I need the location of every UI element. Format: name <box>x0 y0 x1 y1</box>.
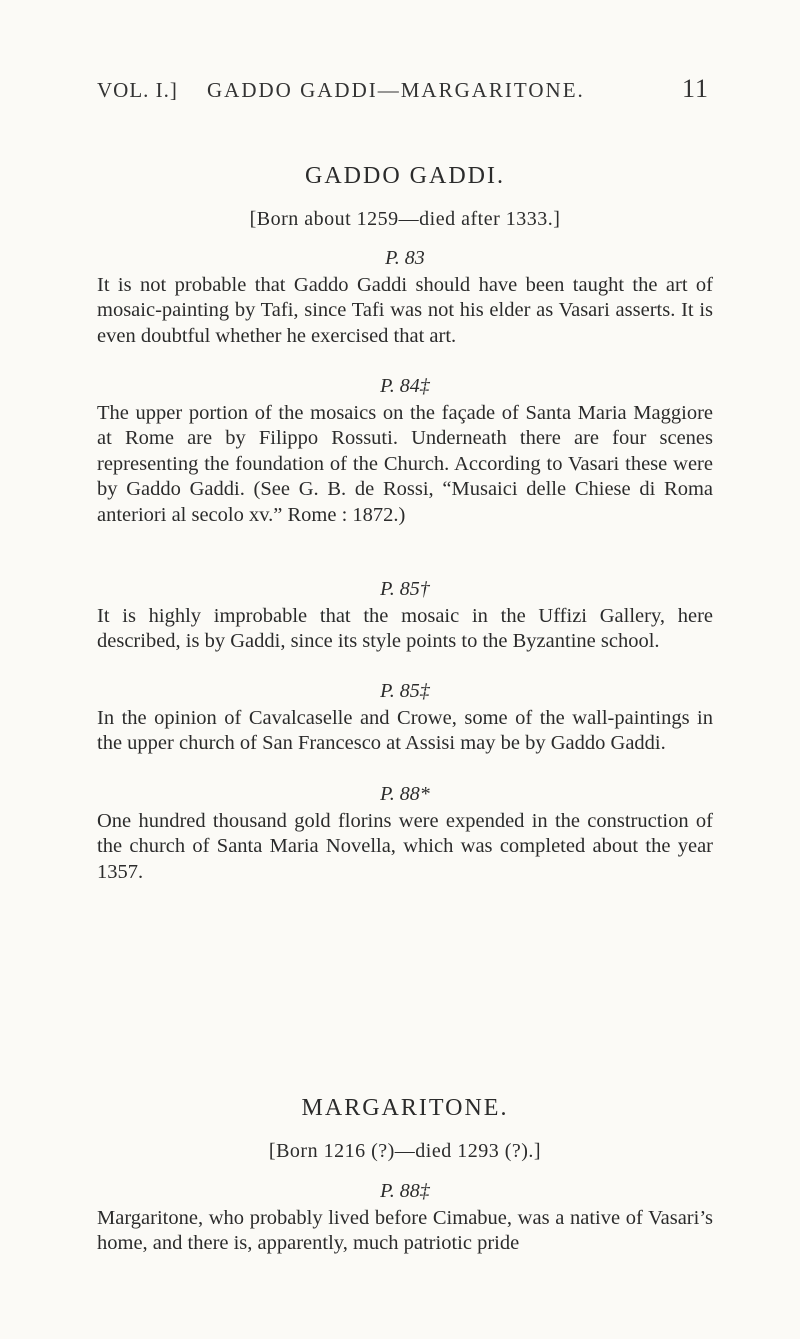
page-reference <box>97 680 713 703</box>
note-paragraph: Margaritone, who probably lived before Cimabue, was a native of Vasari’s home, and there is, apparently, much patriotic pride <box>97 1207 713 1255</box>
running-title: GADDO GADDI—MARGARITONE. <box>207 78 585 102</box>
page-reference <box>97 1180 713 1203</box>
page-reference-label: P. 88* <box>380 783 430 805</box>
note-paragraph: One hundred thousand gold florins were expended in the construction of the church of Santa Maria Novella, which was completed about the year 1357. <box>97 810 713 883</box>
page-reference <box>97 375 713 398</box>
section-title: GADDO GADDI. <box>305 163 505 189</box>
section-title: MARGARITONE. <box>301 1095 509 1121</box>
section-dates: [Born 1216 (?)—died 1293 (?).] <box>268 1140 542 1162</box>
note-paragraph: The upper portion of the mosaics on the façade of Santa Maria Maggiore at Rome are by Filippo Rossuti. Underneath there are four scenes representing the foundation of the Church. According to Vasari these were by Gaddo Gaddi. (See G. B. de Rossi, “Musaici delle Chiese di Roma anteriori al secolo xv.” Rome : 1872.) <box>97 402 713 526</box>
page-reference-label: P. 85‡ <box>380 680 430 702</box>
note-paragraph: In the opinion of Cavalcaselle and Crowe, some of the wall-paintings in the upper church of San Francesco at Assisi may be by Gaddo Gaddi. <box>97 707 713 755</box>
page-reference <box>97 247 713 270</box>
running-head <box>97 74 709 110</box>
page-number: 11 <box>681 74 709 103</box>
page-reference-label: P. 85† <box>380 578 430 600</box>
volume-label: VOL. I.] <box>97 78 178 102</box>
page-reference-label: P. 83 <box>385 247 425 269</box>
page-reference <box>97 578 713 601</box>
note-paragraph: It is highly improbable that the mosaic in the Uffizi Gallery, here described, is by Gaddi, since its style points to the Byzantine school. <box>97 605 713 653</box>
page-reference-label: P. 88‡ <box>380 1180 430 1202</box>
page-reference-label: P. 84‡ <box>380 375 430 397</box>
page-reference <box>97 783 713 806</box>
section-dates: [Born about 1259—died after 1333.] <box>249 208 561 230</box>
note-paragraph: It is not probable that Gaddo Gaddi should have been taught the art of mosaic-painting by Tafi, since Tafi was not his elder as Vasari asserts. It is even doubtful whether he exercised that art. <box>97 274 713 347</box>
